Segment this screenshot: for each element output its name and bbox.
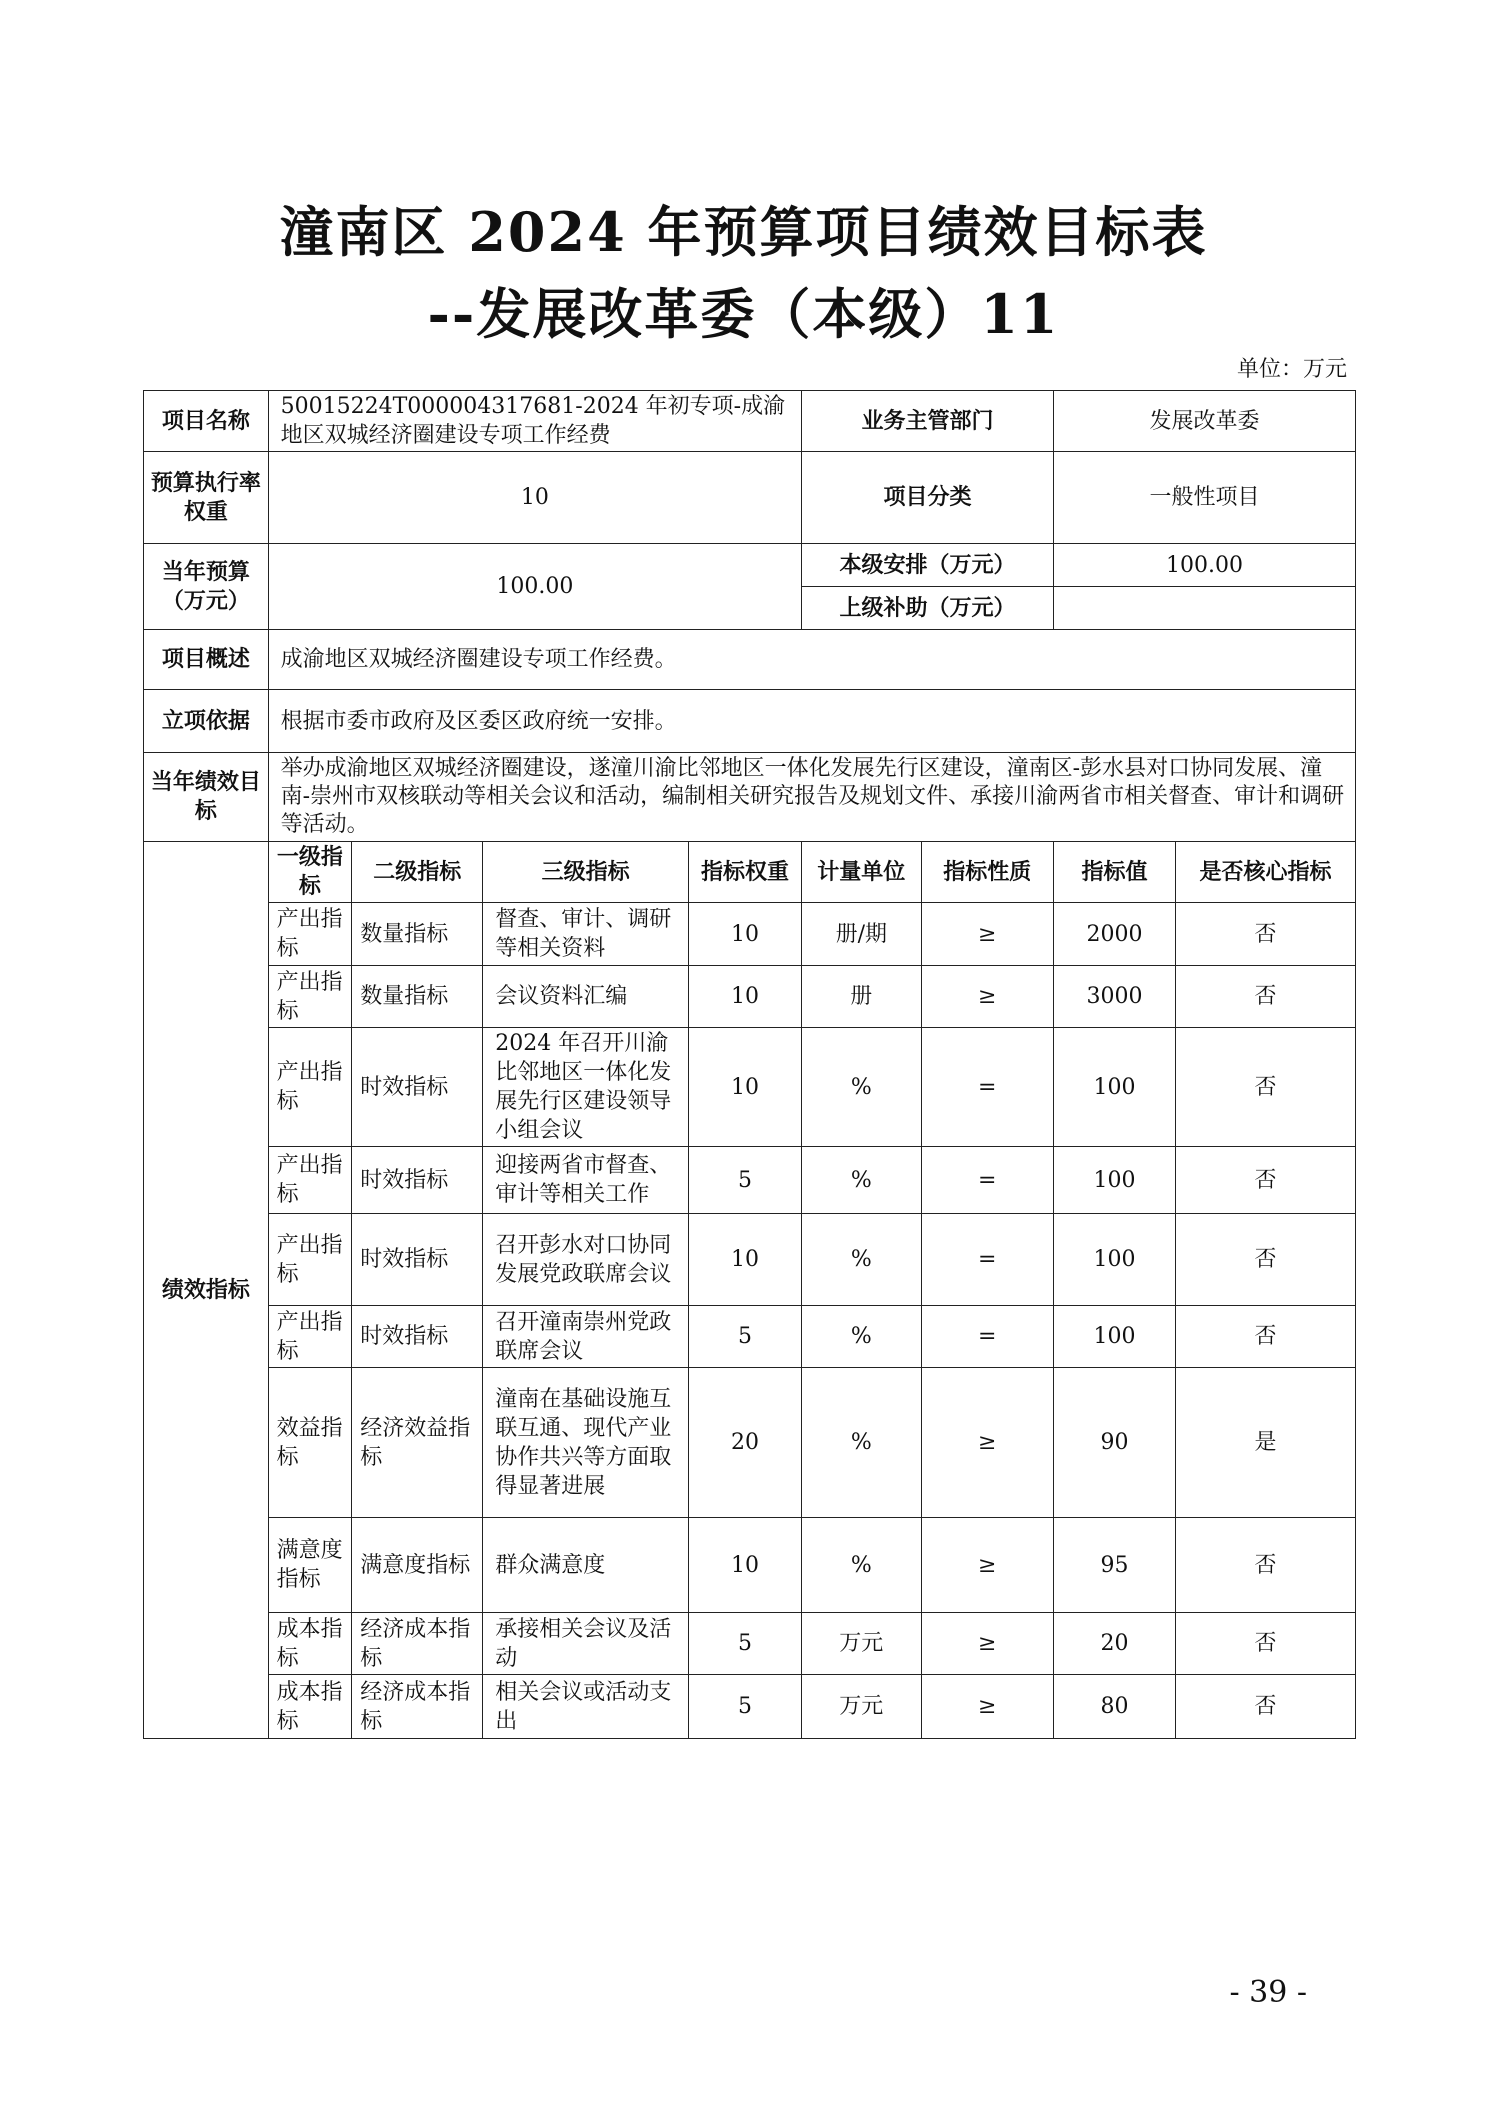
indicator-level1: 产出指标 xyxy=(268,1147,352,1214)
indicator-unit: % xyxy=(802,1306,922,1368)
indicator-value: 95 xyxy=(1053,1518,1175,1613)
indicator-weight: 10 xyxy=(688,903,801,966)
indicator-value: 90 xyxy=(1053,1368,1175,1518)
indicator-weight: 10 xyxy=(688,1214,801,1306)
header-level3: 三级指标 xyxy=(483,842,689,903)
indicator-level3: 召开潼南崇州党政联席会议 xyxy=(483,1306,689,1368)
indicator-level1: 效益指标 xyxy=(268,1368,352,1518)
indicator-level3: 相关会议或活动支出 xyxy=(483,1675,689,1739)
indicator-nature: = xyxy=(921,1306,1053,1368)
indicator-weight: 20 xyxy=(688,1368,801,1518)
header-level1: 一级指标 xyxy=(268,842,352,903)
indicator-weight: 10 xyxy=(688,1518,801,1613)
indicators-section-label: 绩效指标 xyxy=(144,842,269,1739)
upper-subsidy-label: 上级补助（万元） xyxy=(802,587,1054,630)
indicator-weight: 5 xyxy=(688,1613,801,1675)
table-row xyxy=(144,1147,1356,1214)
budget-value: 100.00 xyxy=(268,544,801,630)
indicator-value: 20 xyxy=(1053,1613,1175,1675)
page-number: - 39 - xyxy=(1229,1975,1307,2010)
basis-value: 根据市委市政府及区委区政府统一安排。 xyxy=(268,690,1355,753)
indicator-unit: % xyxy=(802,1028,922,1147)
indicator-weight: 5 xyxy=(688,1306,801,1368)
local-arrangement-label: 本级安排（万元） xyxy=(802,544,1054,587)
indicator-value: 80 xyxy=(1053,1675,1175,1739)
unit-label: 单位：万元 xyxy=(1236,357,1347,382)
indicator-unit: 册 xyxy=(802,966,922,1028)
table-row xyxy=(144,966,1356,1028)
performance-target-table xyxy=(143,390,1356,1739)
goal-value: 举办成渝地区双城经济圈建设，遂潼川渝比邻地区一体化发展先行区建设，潼南区-彭水县对口协同发展、潼南-崇州市双核联动等相关会议和活动，编制相关研究报告及规划文件、承接川渝两省市相关督查、审计和调研等活动。 xyxy=(268,753,1355,842)
indicator-level1: 产出指标 xyxy=(268,1306,352,1368)
indicator-weight: 5 xyxy=(688,1147,801,1214)
indicator-level1: 产出指标 xyxy=(268,1214,352,1306)
indicator-nature: ≥ xyxy=(921,1613,1053,1675)
basis-label: 立项依据 xyxy=(144,690,269,753)
indicator-level2: 经济成本指标 xyxy=(352,1675,483,1739)
indicator-core: 否 xyxy=(1176,1214,1356,1306)
table-row xyxy=(144,1214,1356,1306)
indicator-level1: 产出指标 xyxy=(268,903,352,966)
indicator-core: 否 xyxy=(1176,1518,1356,1613)
indicator-level3: 群众满意度 xyxy=(483,1518,689,1613)
indicator-nature: ≥ xyxy=(921,903,1053,966)
indicator-core: 否 xyxy=(1176,1028,1356,1147)
indicator-unit: 册/期 xyxy=(802,903,922,966)
indicator-level2: 时效指标 xyxy=(352,1147,483,1214)
header-nature: 指标性质 xyxy=(921,842,1053,903)
indicator-level2: 数量指标 xyxy=(352,966,483,1028)
table-row xyxy=(144,1028,1356,1147)
table-row xyxy=(144,1518,1356,1613)
indicator-core: 否 xyxy=(1176,1613,1356,1675)
indicator-core: 否 xyxy=(1176,903,1356,966)
header-unit: 计量单位 xyxy=(802,842,922,903)
indicator-core: 是 xyxy=(1176,1368,1356,1518)
indicator-weight: 10 xyxy=(688,966,801,1028)
dept-value: 发展改革委 xyxy=(1053,391,1355,452)
indicator-value: 100 xyxy=(1053,1306,1175,1368)
indicator-core: 否 xyxy=(1176,966,1356,1028)
indicator-level3: 会议资料汇编 xyxy=(483,966,689,1028)
project-name-label: 项目名称 xyxy=(144,391,269,452)
indicator-unit: 万元 xyxy=(802,1675,922,1739)
indicator-nature: = xyxy=(921,1147,1053,1214)
indicator-level3: 督查、审计、调研等相关资料 xyxy=(483,903,689,966)
dept-label: 业务主管部门 xyxy=(802,391,1054,452)
local-arrangement-value: 100.00 xyxy=(1053,544,1355,587)
indicator-weight: 10 xyxy=(688,1028,801,1147)
indicator-unit: % xyxy=(802,1368,922,1518)
indicator-level3: 承接相关会议及活动 xyxy=(483,1613,689,1675)
indicator-level2: 经济成本指标 xyxy=(352,1613,483,1675)
indicator-core: 否 xyxy=(1176,1675,1356,1739)
indicator-weight: 5 xyxy=(688,1675,801,1739)
category-value: 一般性项目 xyxy=(1053,452,1355,544)
indicator-level2: 满意度指标 xyxy=(352,1518,483,1613)
summary-value: 成渝地区双城经济圈建设专项工作经费。 xyxy=(268,630,1355,690)
indicator-unit: % xyxy=(802,1147,922,1214)
indicator-level2: 数量指标 xyxy=(352,903,483,966)
indicator-level3: 迎接两省市督查、审计等相关工作 xyxy=(483,1147,689,1214)
exec-weight-label: 预算执行率权重 xyxy=(144,452,269,544)
indicator-value: 100 xyxy=(1053,1028,1175,1147)
header-value: 指标值 xyxy=(1053,842,1175,903)
indicator-level1: 满意度指标 xyxy=(268,1518,352,1613)
header-level2: 二级指标 xyxy=(352,842,483,903)
table-row xyxy=(144,1613,1356,1675)
table-row xyxy=(144,1368,1356,1518)
indicator-unit: % xyxy=(802,1214,922,1306)
indicator-level3: 召开彭水对口协同发展党政联席会议 xyxy=(483,1214,689,1306)
category-label: 项目分类 xyxy=(802,452,1054,544)
indicator-core: 否 xyxy=(1176,1147,1356,1214)
exec-weight-value: 10 xyxy=(268,452,801,544)
indicator-level3: 潼南在基础设施互联互通、现代产业协作共兴等方面取得显著进展 xyxy=(483,1368,689,1518)
goal-label: 当年绩效目标 xyxy=(144,753,269,842)
indicator-value: 2000 xyxy=(1053,903,1175,966)
budget-label: 当年预算（万元） xyxy=(144,544,269,630)
indicator-level2: 时效指标 xyxy=(352,1306,483,1368)
document-subtitle: --发展改革委（本级）11 xyxy=(427,282,1060,346)
indicator-nature: ≥ xyxy=(921,1518,1053,1613)
indicator-nature: = xyxy=(921,1028,1053,1147)
indicator-level2: 经济效益指标 xyxy=(352,1368,483,1518)
table-row xyxy=(144,1306,1356,1368)
indicator-unit: % xyxy=(802,1518,922,1613)
header-core: 是否核心指标 xyxy=(1176,842,1356,903)
indicator-value: 3000 xyxy=(1053,966,1175,1028)
indicator-level1: 成本指标 xyxy=(268,1675,352,1739)
upper-subsidy-value xyxy=(1053,587,1355,630)
indicator-nature: = xyxy=(921,1214,1053,1306)
indicator-nature: ≥ xyxy=(921,966,1053,1028)
table-row xyxy=(144,903,1356,966)
header-weight: 指标权重 xyxy=(688,842,801,903)
indicator-nature: ≥ xyxy=(921,1368,1053,1518)
table-row xyxy=(144,1675,1356,1739)
indicator-core: 否 xyxy=(1176,1306,1356,1368)
indicator-level1: 产出指标 xyxy=(268,966,352,1028)
indicator-level1: 产出指标 xyxy=(268,1028,352,1147)
indicator-level2: 时效指标 xyxy=(352,1214,483,1306)
indicator-level3: 2024 年召开川渝比邻地区一体化发展先行区建设领导小组会议 xyxy=(483,1028,689,1147)
indicator-level1: 成本指标 xyxy=(268,1613,352,1675)
project-name-value: 50015224T000004317681-2024 年初专项-成渝地区双城经济圈建设专项工作经费 xyxy=(268,391,801,452)
indicator-nature: ≥ xyxy=(921,1675,1053,1739)
indicator-value: 100 xyxy=(1053,1214,1175,1306)
indicator-unit: 万元 xyxy=(802,1613,922,1675)
summary-label: 项目概述 xyxy=(144,630,269,690)
indicator-value: 100 xyxy=(1053,1147,1175,1214)
indicator-level2: 时效指标 xyxy=(352,1028,483,1147)
document-title: 潼南区 2024 年预算项目绩效目标表 xyxy=(279,200,1208,264)
